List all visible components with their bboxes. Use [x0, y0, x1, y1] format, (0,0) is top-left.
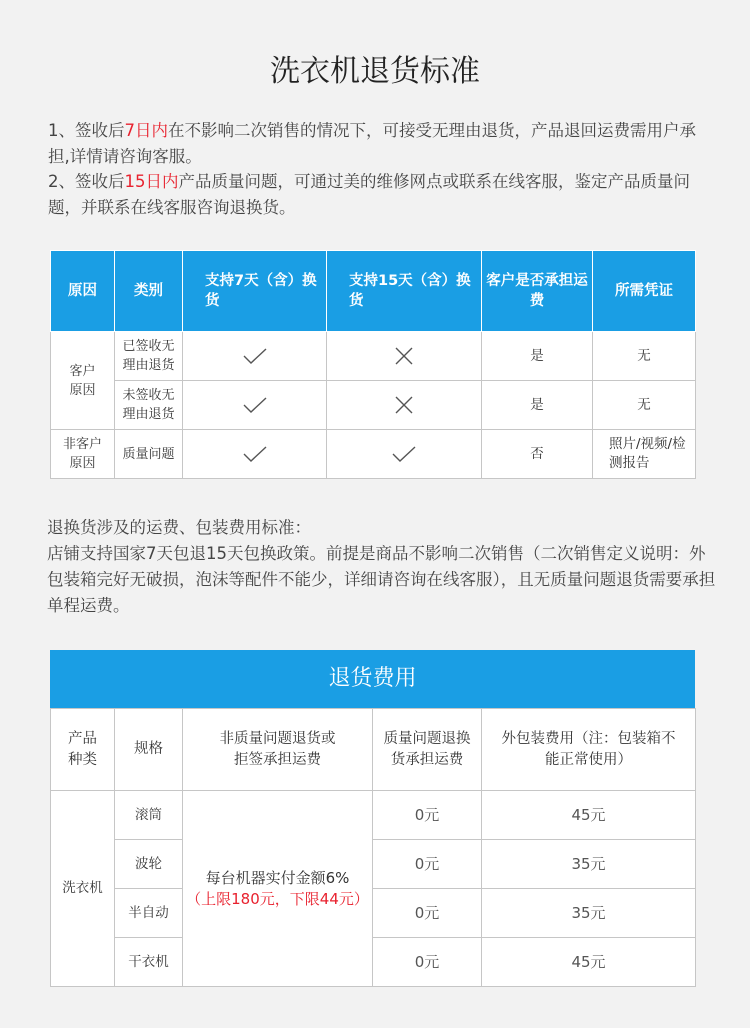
table-row — [51, 889, 696, 938]
header-package — [482, 709, 696, 791]
table-header-row — [51, 709, 696, 791]
quality-fee-cell: 0元 — [373, 889, 482, 938]
proof-cell: 无 — [593, 332, 696, 381]
rule-2 — [48, 169, 713, 220]
check-icon — [183, 430, 327, 479]
table-row — [51, 381, 696, 430]
return-standard-table — [50, 250, 696, 479]
quality-fee-cell: 0元 — [373, 791, 482, 840]
spec-cell: 干衣机 — [115, 938, 183, 987]
shared-fee-line-1: 每台机器实付金额6% — [205, 868, 350, 887]
header-15day: 支持15天（含）换货 — [327, 251, 482, 332]
page-title: 洗衣机退货标准 — [270, 54, 480, 89]
rule-2-highlight: 15日内 — [124, 172, 179, 191]
shared-fee-line-2: （上限180元，下限44元） — [186, 889, 369, 908]
header-product — [51, 709, 115, 791]
package-fee-cell: 45元 — [482, 791, 696, 840]
fee-standard-text — [47, 515, 717, 619]
reason-label: 客户原因 — [69, 363, 96, 398]
spec-cell: 滚筒 — [115, 791, 183, 840]
table-row — [51, 791, 696, 840]
reason-cell — [51, 430, 115, 479]
header-nonquality-label: 非质量问题退货或拒签承担运费 — [219, 730, 336, 768]
header-nonquality — [183, 709, 373, 791]
category-label: 已签收无理由退货 — [122, 339, 175, 373]
fee-line-2: 店铺支持国家7天包退15天包换政策。前提是商品不影响二次销售（二次销售定义说明：外包装箱完好无破损，泡沫等配件不能少，详细请咨询在线客服），且无质量问题退货需要承担单程运费。 — [47, 544, 716, 615]
cross-icon — [327, 332, 482, 381]
check-icon — [183, 381, 327, 430]
category-cell — [115, 332, 183, 381]
table-row — [51, 938, 696, 987]
shared-fee-cell — [183, 791, 373, 987]
header-package-label: 外包装费用（注：包装箱不能正常使用） — [501, 730, 676, 768]
table-row — [51, 840, 696, 889]
freight-cell: 是 — [482, 381, 593, 430]
reason-label: 非客户原因 — [62, 437, 102, 471]
header-product-label: 产品种类 — [68, 730, 97, 768]
proof-label: 照片/视频/检测报告 — [609, 436, 686, 471]
rule-2-pre: 2、签收后 — [48, 172, 125, 191]
table-header-row — [51, 251, 696, 332]
freight-cell: 是 — [482, 332, 593, 381]
reason-cell — [51, 332, 115, 430]
package-fee-cell: 35元 — [482, 889, 696, 938]
quality-fee-cell: 0元 — [373, 938, 482, 987]
rule-1-pre: 1、签收后 — [48, 121, 125, 140]
fee-line-1: 退换货涉及的运费、包装费用标准： — [47, 518, 311, 537]
table-row — [51, 332, 696, 381]
category-cell: 质量问题 — [115, 430, 183, 479]
freight-cell: 否 — [482, 430, 593, 479]
check-icon — [183, 332, 327, 381]
cross-icon — [327, 381, 482, 430]
return-rules — [48, 118, 713, 220]
quality-fee-cell: 0元 — [373, 840, 482, 889]
category-cell — [115, 381, 183, 430]
header-quality — [373, 709, 482, 791]
header-reason: 原因 — [51, 251, 115, 332]
rule-1-post: 在不影响二次销售的情况下，可接受无理由退货，产品退回运费需用户承担,详情请咨询客服。 — [48, 121, 696, 166]
header-category: 类别 — [115, 251, 183, 332]
header-proof: 所需凭证 — [593, 251, 696, 332]
table-row — [51, 430, 696, 479]
return-fee-banner: 退货费用 — [50, 650, 695, 708]
return-fee-table — [50, 708, 696, 987]
header-spec: 规格 — [115, 709, 183, 791]
category-label: 未签收无理由退货 — [122, 388, 175, 422]
package-fee-cell: 45元 — [482, 938, 696, 987]
header-freight: 客户是否承担运费 — [482, 251, 593, 332]
proof-cell: 无 — [593, 381, 696, 430]
product-cell: 洗衣机 — [51, 791, 115, 987]
proof-cell — [593, 430, 696, 479]
spec-cell: 半自动 — [115, 889, 183, 938]
check-icon — [327, 430, 482, 479]
spec-cell: 波轮 — [115, 840, 183, 889]
rule-1-highlight: 7日内 — [124, 121, 168, 140]
rule-1 — [48, 118, 713, 169]
header-quality-label: 质量问题退换货承担运费 — [383, 730, 471, 768]
package-fee-cell: 35元 — [482, 840, 696, 889]
header-7day: 支持7天（含）换货 — [183, 251, 327, 332]
rule-2-post: 产品质量问题，可通过美的维修网点或联系在线客服，鉴定产品质量问题，并联系在线客服咨询退换货。 — [48, 172, 690, 217]
